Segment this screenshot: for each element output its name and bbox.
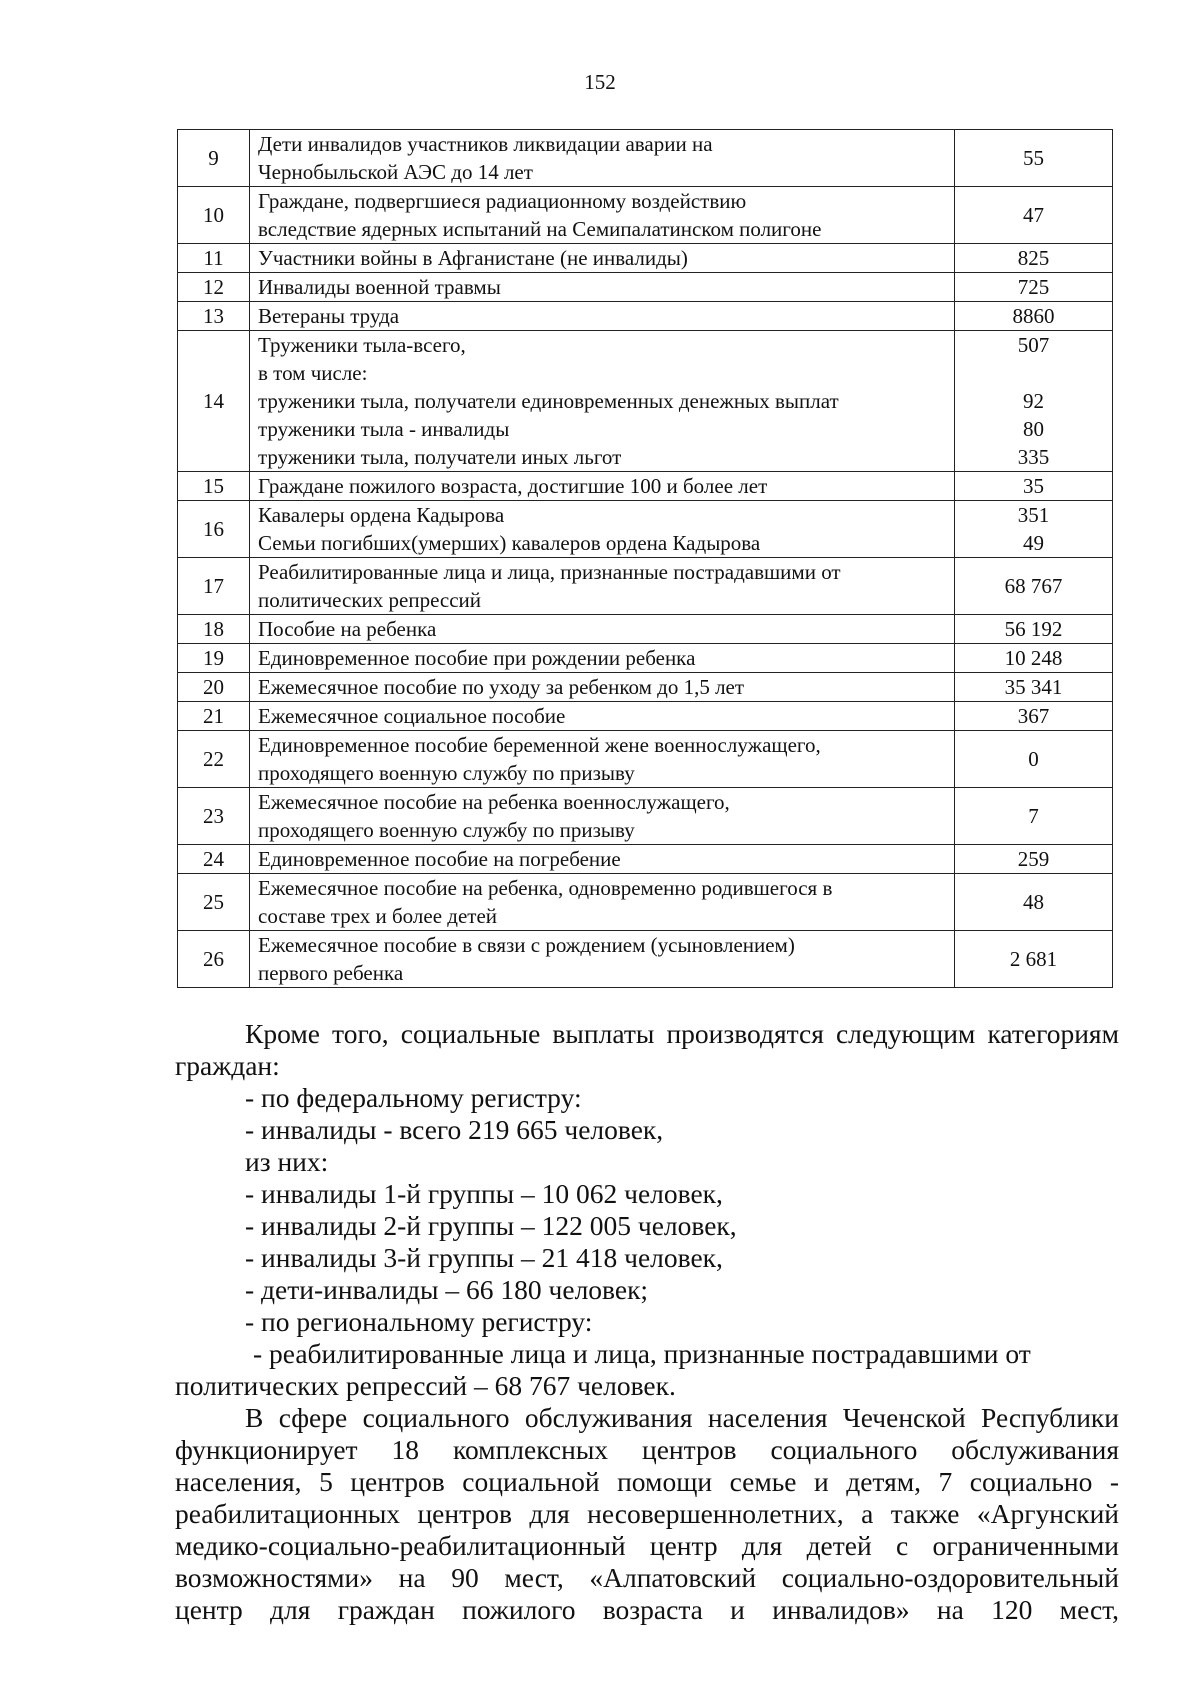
- of-them: из них:: [245, 1146, 329, 1177]
- category-line: Ежемесячное социальное пособие: [258, 704, 566, 728]
- count-value: 8860: [1012, 304, 1055, 328]
- category-line: вследствие ядерных испытаний на Семипалатинском полигоне: [258, 217, 822, 241]
- table-row: [178, 558, 1113, 615]
- table-row: [178, 244, 1113, 273]
- recipient-count: [955, 244, 1113, 273]
- category-line: Семьи погибших(умерших) кавалеров ордена Кадырова: [258, 531, 761, 555]
- count-value: 335: [1017, 445, 1050, 469]
- count-value: 367: [1017, 704, 1050, 728]
- count-value: 55: [1023, 146, 1044, 170]
- category-line: Участники войны в Афганистане (не инвалиды): [258, 246, 688, 270]
- recipient-count: [955, 501, 1113, 558]
- category-line: труженики тыла, получатели единовременных денежных выплат: [258, 389, 839, 413]
- table-row: [178, 702, 1113, 731]
- category-line: Инвалиды военной травмы: [258, 275, 501, 299]
- table-row: [178, 273, 1113, 302]
- category-name: [250, 331, 955, 472]
- count-value: 35: [1023, 474, 1044, 498]
- category-name: [250, 673, 955, 702]
- recipient-count: [955, 187, 1113, 244]
- count-value: 351: [1017, 503, 1050, 527]
- count-value: 92: [1023, 389, 1044, 413]
- regional-register: - по региональному регистру:: [245, 1306, 593, 1337]
- recipient-count: [955, 130, 1113, 187]
- disabled-children: - дети-инвалиды – 66 180 человек;: [245, 1274, 649, 1305]
- count-value: 56 192: [1004, 617, 1063, 641]
- category-line: Пособие на ребенка: [258, 617, 437, 641]
- category-line: проходящего военную службу по призыву: [258, 761, 635, 785]
- category-name: [250, 874, 955, 931]
- row-number: 19: [178, 644, 250, 673]
- recipient-count: [955, 874, 1113, 931]
- count-value: 10 248: [1004, 646, 1063, 670]
- category-line: Чернобыльской АЭС до 14 лет: [258, 160, 533, 184]
- count-value: 507: [1017, 333, 1050, 357]
- row-number: 9: [178, 130, 250, 187]
- row-number: 23: [178, 788, 250, 845]
- category-name: [250, 845, 955, 874]
- row-number: 25: [178, 874, 250, 931]
- disabled-group-1: - инвалиды 1-й группы – 10 062 человек,: [245, 1178, 723, 1209]
- count-value: 68 767: [1004, 574, 1063, 598]
- category-line: составе трех и более детей: [258, 904, 498, 928]
- rehab-line-1: - реабилитированные лица и лица, признанные пострадавшими от: [253, 1338, 1031, 1369]
- row-number: 24: [178, 845, 250, 874]
- category-line: политических репрессий: [258, 588, 482, 612]
- paragraph-line-6: возможностями» на 90 мест, «Алпатовский социально-оздоровительный: [175, 1562, 1119, 1593]
- category-name: [250, 558, 955, 615]
- federal-register: - по федеральному регистру:: [245, 1082, 582, 1113]
- recipient-count: [955, 845, 1113, 874]
- intro-line-2: граждан:: [175, 1050, 280, 1081]
- table-row: [178, 472, 1113, 501]
- paragraph-line-7: центр для граждан пожилого возраста и инвалидов» на 120 мест,: [175, 1594, 1119, 1625]
- count-value: 80: [1023, 417, 1044, 441]
- table-row: [178, 931, 1113, 988]
- table-row: [178, 615, 1113, 644]
- recipient-count: [955, 931, 1113, 988]
- table-row: [178, 845, 1113, 874]
- count-value: [963, 359, 1104, 387]
- table-row: [178, 302, 1113, 331]
- category-name: [250, 788, 955, 845]
- paragraph-line-5: медико-социально-реабилитационный центр для детей с ограниченными: [175, 1530, 1119, 1561]
- count-value: 48: [1023, 890, 1044, 914]
- table-row: [178, 331, 1113, 472]
- category-line: Реабилитированные лица и лица, признанные пострадавшими от: [258, 560, 841, 584]
- recipient-count: [955, 472, 1113, 501]
- category-line: Ежемесячное пособие по уходу за ребенком до 1,5 лет: [258, 675, 745, 699]
- category-line: первого ребенка: [258, 961, 404, 985]
- category-line: Ежемесячное пособие на ребенка, одновременно родившегося в: [258, 876, 833, 900]
- category-name: [250, 130, 955, 187]
- category-name: [250, 472, 955, 501]
- paragraph-line-2: функционирует 18 комплексных центров социального обслуживания: [175, 1434, 1119, 1465]
- intro-line-1: Кроме того, социальные выплаты производятся следующим категориям: [245, 1018, 1119, 1049]
- table-row: [178, 501, 1113, 558]
- table-row: [178, 788, 1113, 845]
- row-number: 10: [178, 187, 250, 244]
- table-row: [178, 644, 1113, 673]
- rehab-line-2: политических репрессий – 68 767 человек.: [175, 1370, 676, 1401]
- recipient-count: [955, 302, 1113, 331]
- count-value: 0: [1028, 747, 1039, 771]
- recipient-count: [955, 673, 1113, 702]
- count-value: 259: [1017, 847, 1050, 871]
- row-number: 13: [178, 302, 250, 331]
- category-name: [250, 273, 955, 302]
- count-value: 47: [1023, 203, 1044, 227]
- table-row: [178, 673, 1113, 702]
- recipient-count: [955, 702, 1113, 731]
- category-line: Единовременное пособие при рождении ребенка: [258, 646, 696, 670]
- category-name: [250, 931, 955, 988]
- paragraph-line-1: В сфере социального обслуживания населения Чеченской Республики: [245, 1402, 1119, 1433]
- table-row: [178, 187, 1113, 244]
- row-number: 16: [178, 501, 250, 558]
- category-line: проходящего военную службу по призыву: [258, 818, 635, 842]
- table-row: [178, 731, 1113, 788]
- category-line: в том числе:: [258, 361, 368, 385]
- benefits-table: [177, 129, 1113, 988]
- category-line: Граждане пожилого возраста, достигшие 100 и более лет: [258, 474, 768, 498]
- category-line: Единовременное пособие на погребение: [258, 847, 621, 871]
- category-line: Кавалеры ордена Кадырова: [258, 503, 505, 527]
- row-number: 14: [178, 331, 250, 472]
- row-number: 26: [178, 931, 250, 988]
- recipient-count: [955, 558, 1113, 615]
- category-line: Ежемесячное пособие на ребенка военнослужащего,: [258, 790, 730, 814]
- row-number: 11: [178, 244, 250, 273]
- page-number: 152: [584, 70, 616, 94]
- count-value: 7: [1028, 804, 1039, 828]
- category-name: [250, 615, 955, 644]
- count-value: 49: [1023, 531, 1044, 555]
- row-number: 21: [178, 702, 250, 731]
- table-body: [178, 130, 1113, 988]
- row-number: 20: [178, 673, 250, 702]
- count-value: 2 681: [1009, 947, 1058, 971]
- paragraph-line-4: реабилитационных центров для несовершеннолетних, а также «Аргунский: [175, 1498, 1119, 1529]
- recipient-count: [955, 731, 1113, 788]
- category-name: [250, 302, 955, 331]
- category-line: Ежемесячное пособие в связи с рождением (усыновлением): [258, 933, 795, 957]
- count-value: 825: [1017, 246, 1050, 270]
- recipient-count: [955, 273, 1113, 302]
- row-number: 18: [178, 615, 250, 644]
- category-line: Единовременное пособие беременной жене военнослужащего,: [258, 733, 821, 757]
- body-text: [175, 1018, 1119, 1626]
- disabled-total: - инвалиды - всего 219 665 человек,: [245, 1114, 664, 1145]
- category-name: [250, 644, 955, 673]
- category-line: труженики тыла, получатели иных льгот: [258, 445, 622, 469]
- row-number: 22: [178, 731, 250, 788]
- row-number: 17: [178, 558, 250, 615]
- recipient-count: [955, 644, 1113, 673]
- count-value: 35 341: [1004, 675, 1063, 699]
- row-number: 15: [178, 472, 250, 501]
- disabled-group-3: - инвалиды 3-й группы – 21 418 человек,: [245, 1242, 723, 1273]
- category-name: [250, 702, 955, 731]
- category-line: Труженики тыла-всего,: [258, 333, 466, 357]
- recipient-count: [955, 615, 1113, 644]
- category-name: [250, 731, 955, 788]
- category-line: Граждане, подвергшиеся радиационному воздействию: [258, 189, 747, 213]
- count-value: 725: [1017, 275, 1050, 299]
- row-number: 12: [178, 273, 250, 302]
- paragraph-line-3: населения, 5 центров социальной помощи семье и детям, 7 социально -: [175, 1466, 1119, 1497]
- category-name: [250, 501, 955, 558]
- category-name: [250, 187, 955, 244]
- recipient-count: [955, 331, 1113, 472]
- disabled-group-2: - инвалиды 2-й группы – 122 005 человек,: [245, 1210, 737, 1241]
- table-row: [178, 874, 1113, 931]
- category-line: труженики тыла - инвалиды: [258, 417, 510, 441]
- category-name: [250, 244, 955, 273]
- category-line: Дети инвалидов участников ликвидации аварии на: [258, 132, 713, 156]
- category-line: Ветераны труда: [258, 304, 400, 328]
- table-row: [178, 130, 1113, 187]
- recipient-count: [955, 788, 1113, 845]
